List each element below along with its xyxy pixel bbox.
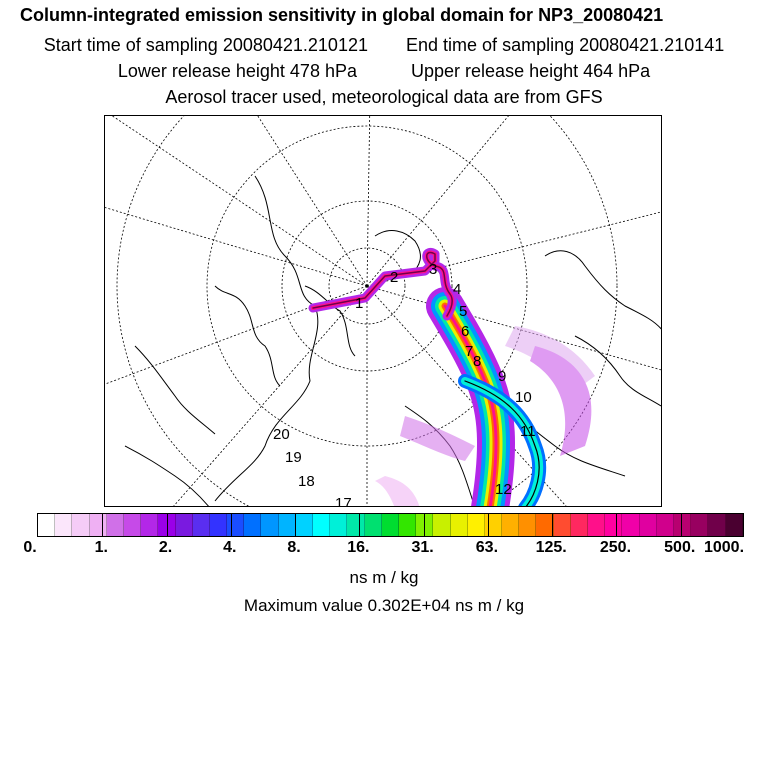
colorbar-tick-mark [102, 514, 103, 536]
map-panel [104, 115, 662, 507]
colorbar-segment [279, 514, 296, 536]
upper-release-label: Upper release height 464 hPa [411, 61, 651, 81]
colorbar-tick-label: 125. [535, 539, 567, 556]
colorbar-segment [451, 514, 468, 536]
colorbar-tick-mark [295, 514, 296, 536]
colorbar-segment [227, 514, 244, 536]
sampling-times-row [0, 34, 768, 56]
colorbar-segment [382, 514, 399, 536]
colorbar-segment [141, 514, 158, 536]
plume-patch [400, 416, 475, 461]
day-label: 10 [515, 389, 532, 406]
day-label: 7 [465, 343, 474, 360]
colorbar-segment [416, 514, 433, 536]
colorbar-segment [468, 514, 485, 536]
colorbar-segment [261, 514, 278, 536]
tracer-note: Aerosol tracer used, meteorological data are from GFS [165, 87, 603, 107]
meridian [105, 116, 367, 286]
map-svg [105, 116, 662, 507]
colorbar-segment [708, 514, 725, 536]
colorbar-segment [193, 514, 210, 536]
meridian [165, 286, 367, 507]
day-label: 20 [273, 426, 290, 443]
day-label: 2 [390, 269, 399, 286]
colorbar-segment [554, 514, 571, 536]
colorbar-segment [399, 514, 416, 536]
colorbar-segment [176, 514, 193, 536]
colorbar-segment [726, 514, 743, 536]
colorbar-tick-mark [359, 514, 360, 536]
colorbar-segment [244, 514, 261, 536]
plume-patch [375, 476, 420, 507]
colorbar-tick-label: 0. [23, 539, 37, 556]
colorbar-segment [519, 514, 536, 536]
colorbar-segment [124, 514, 141, 536]
colorbar-segment [605, 514, 622, 536]
day-label: 4 [453, 281, 462, 298]
day-label: 5 [459, 303, 468, 320]
colorbar-tick-label: 2. [158, 539, 173, 556]
colorbar-segment [296, 514, 313, 536]
colorbar-tick-label: 16. [347, 539, 370, 556]
coastlines [125, 176, 662, 507]
colorbar-segment [502, 514, 519, 536]
colorbar-segment [330, 514, 347, 536]
colorbar-segment [107, 514, 124, 536]
coastline [215, 176, 318, 501]
start-sampling-label: Start time of sampling 20080421.210121 [43, 35, 368, 55]
colorbar-segment [640, 514, 657, 536]
meridian [245, 116, 367, 286]
colorbar-segment [657, 514, 674, 536]
coastline [305, 286, 355, 356]
day-label: 12 [495, 481, 512, 498]
meridian [367, 116, 525, 286]
colorbar-tick-mark [616, 514, 617, 536]
coastline [135, 346, 215, 434]
colorbar-tick-label: 4. [223, 539, 237, 556]
colorbar-tick-label: 8. [287, 539, 301, 556]
day-label: 1 [355, 295, 364, 312]
colorbar-segment [38, 514, 55, 536]
colorbar-tick-mark [231, 514, 232, 536]
end-sampling-label: End time of sampling 20080421.210141 [406, 35, 725, 55]
day-label: 3 [429, 261, 438, 278]
colorbar-tick-label: 250. [599, 539, 632, 556]
coastline [545, 251, 662, 331]
colorbar-segment [588, 514, 605, 536]
plume-core [445, 306, 496, 507]
colorbar-segment [571, 514, 588, 536]
colorbar-tick-mark [488, 514, 489, 536]
maximum-value-label: Maximum value 0.302E+04 ns m / kg [243, 596, 525, 615]
lower-release-label: Lower release height 478 hPa [117, 61, 357, 81]
day-label: 11 [520, 423, 536, 440]
coastline [215, 286, 280, 386]
colorbar-tick-mark [424, 514, 425, 536]
colorbar-units: ns m / kg [349, 568, 419, 587]
colorbar-segment [622, 514, 639, 536]
day-label: 18 [298, 473, 315, 490]
colorbar-segment [72, 514, 89, 536]
colorbar-tick-label: 1000. [703, 539, 745, 556]
colorbar-tick-label: 63. [475, 539, 499, 556]
colorbar-segment [691, 514, 708, 536]
colorbar-segment [55, 514, 72, 536]
colorbar-tick-label: 500. [664, 539, 696, 556]
colorbar-segment [210, 514, 227, 536]
plot-title: Column-integrated emission sensitivity in global domain for NP3_20080421 [20, 5, 664, 25]
colorbar-tick-label: 1. [94, 539, 108, 556]
release-heights-row [0, 60, 768, 82]
colorbar-segment [674, 514, 691, 536]
coastline [125, 446, 210, 507]
colorbar-tick-mark [167, 514, 168, 536]
colorbar-segment [365, 514, 382, 536]
colorbar-segment [433, 514, 450, 536]
day-label: 8 [473, 353, 482, 370]
colorbar-tick-mark [552, 514, 553, 536]
colorbar-segment [536, 514, 553, 536]
colorbar-segment [90, 514, 107, 536]
day-label: 17 [335, 495, 352, 508]
meridian [105, 206, 367, 286]
day-label: 6 [461, 323, 470, 340]
day-label: 19 [285, 449, 302, 466]
colorbar-segment [347, 514, 364, 536]
colorbar-segment [313, 514, 330, 536]
colorbar-tick-label: 31. [411, 539, 434, 556]
day-label: 9 [498, 368, 507, 385]
colorbar [37, 513, 744, 537]
colorbar-tick-mark [681, 514, 682, 536]
